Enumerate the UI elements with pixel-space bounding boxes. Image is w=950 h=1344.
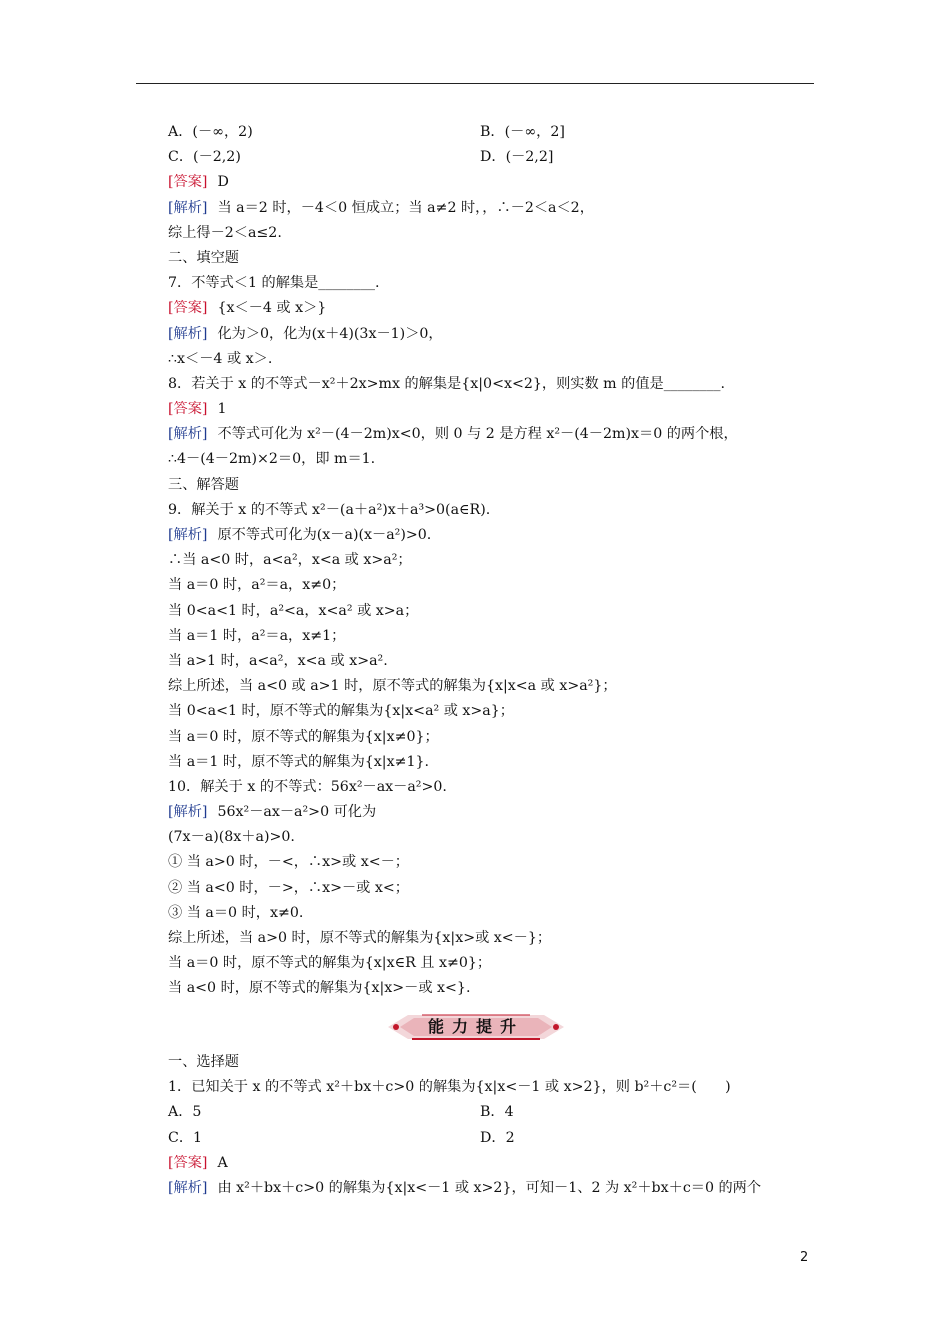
q9-line: 综上所述，当 a<0 或 a>1 时，原不等式的解集为{x|x<a 或 x>a²}； <box>168 678 617 695</box>
analysis-text: 化为＞0，化为(x＋4)(3x－1)＞0， <box>217 325 443 342</box>
q6-analysis <box>168 196 828 221</box>
analysis-tag: [解析] <box>168 527 208 543</box>
section-banner <box>388 1012 564 1042</box>
analysis-tag: [解析] <box>168 1179 208 1196</box>
option-b: B．(－∞，2] <box>480 124 565 140</box>
q10-line: 综上所述，当 a>0 时，原不等式的解集为{x|x>或 x<－}； <box>168 930 552 946</box>
q6-analysis-line-2: 综上得－2＜a≤2. <box>168 224 282 241</box>
answer-tag: [答案] <box>168 401 208 418</box>
analysis-tag: [解析] <box>168 325 208 342</box>
option-a: A．(－∞，2) <box>168 124 253 140</box>
page-content <box>168 120 828 1002</box>
q10-line: (7x－a)(8x＋a)>0. <box>168 829 295 846</box>
answer-tag: [答案] <box>168 174 208 191</box>
option-d: D．2 <box>480 1129 515 1146</box>
q6-answer <box>168 170 828 195</box>
q10-line: ③ 当 a＝0 时，x≠0. <box>168 904 304 921</box>
analysis-text: 不等式可化为 x²－(4－2m)x<0，则 0 与 2 是方程 x²－(4－2m)x＝0 的两个根， <box>217 426 738 443</box>
q8-analysis <box>168 422 828 447</box>
q7-question: 7．不等式＜1 的解集是________. <box>168 275 380 292</box>
p1-analysis <box>168 1176 828 1201</box>
q10-line: ① 当 a>0 时，－<，∴x>或 x<－； <box>168 854 409 871</box>
p1-question: 1．已知关于 x 的不等式 x²＋bx＋c>0 的解集为{x|x<－1 或 x>2}，则 b²＋c²＝( ) <box>168 1079 731 1096</box>
section-heading-fill: 二、填空题 <box>168 249 239 266</box>
page-number: 2 <box>800 1250 809 1265</box>
analysis-tag: [解析] <box>168 804 208 821</box>
section-heading-solve: 三、解答题 <box>168 476 239 493</box>
p1-options-row-2 <box>168 1126 828 1151</box>
section-heading-choice: 一、选择题 <box>168 1054 239 1070</box>
header-rule <box>136 83 814 84</box>
q6-options-row-2 <box>168 145 828 170</box>
q9-line: 当 a＝1 时，a²＝a，x≠1； <box>168 627 346 644</box>
analysis-text: 当 a＝2 时，－4＜0 恒成立；当 a≠2 时，，∴－2＜a＜2， <box>217 199 594 216</box>
q9-line: 当 a>1 时，a<a²，x<a 或 x>a². <box>168 652 388 669</box>
q7-analysis <box>168 322 828 347</box>
q10-line: 当 a＝0 时，原不等式的解集为{x|x∈R 且 x≠0}； <box>168 955 492 972</box>
analysis-tag: [解析] <box>168 426 208 443</box>
q8-question: 8．若关于 x 的不等式－x²＋2x>mx 的解集是{x|0<x<2}，则实数 m 的值是________. <box>168 375 725 392</box>
q9-line: 当 a＝0 时，原不等式的解集为{x|x≠0}； <box>168 728 439 745</box>
analysis-text: 原不等式可化为(x－a)(x－a²)>0. <box>217 527 432 543</box>
page-content-lower <box>168 1050 828 1201</box>
q9-line: 当 a＝1 时，原不等式的解集为{x|x≠1}. <box>168 753 430 770</box>
q10-question: 10．解关于 x 的不等式：56x²－ax－a²>0. <box>168 778 447 795</box>
q8-analysis-line-2: ∴4－(4－2m)×2＝0，即 m＝1. <box>168 451 376 468</box>
answer-tag: [答案] <box>168 1154 208 1171</box>
q9-question: 9．解关于 x 的不等式 x²－(a＋a²)x＋a³>0(a∈R). <box>168 501 491 518</box>
option-a: A．5 <box>168 1104 202 1121</box>
option-d: D．(－2,2] <box>480 149 554 166</box>
q8-answer <box>168 397 828 422</box>
answer-tag: [答案] <box>168 300 208 317</box>
answer-text: {x＜－4 或 x＞} <box>217 300 327 317</box>
option-c: C．(－2,2) <box>168 149 241 166</box>
q10-line: ② 当 a<0 时，－>，∴x>－或 x<； <box>168 879 409 896</box>
analysis-text: 由 x²＋bx＋c>0 的解集为{x|x<－1 或 x>2}，可知－1、2 为 x²＋bx＋c＝0 的两个 <box>217 1179 762 1196</box>
q10-analysis <box>168 800 828 825</box>
answer-text: D <box>217 174 229 191</box>
q9-analysis <box>168 523 828 548</box>
q6-options-row-1 <box>168 120 828 145</box>
option-b: B．4 <box>480 1104 514 1121</box>
option-c: C．1 <box>168 1129 203 1146</box>
q10-line: 当 a<0 时，原不等式的解集为{x|x>－或 x<}. <box>168 980 471 997</box>
q9-line: 当 0<a<1 时，a²<a，x<a² 或 x>a； <box>168 602 419 619</box>
analysis-tag: [解析] <box>168 199 208 216</box>
p1-options-row-1 <box>168 1100 828 1125</box>
q9-line: 当 a＝0 时，a²＝a，x≠0； <box>168 577 346 594</box>
answer-text: 1 <box>217 401 227 418</box>
q9-line: ∴当 a<0 时，a<a²，x<a 或 x>a²； <box>168 552 412 569</box>
q7-analysis-line-2: ∴x＜－4 或 x＞. <box>168 350 273 367</box>
analysis-text: 56x²－ax－a²>0 可化为 <box>217 804 377 821</box>
p1-answer <box>168 1151 828 1176</box>
banner-title: 能力提升 <box>427 1017 524 1036</box>
q7-answer <box>168 296 828 321</box>
answer-text: A <box>217 1154 228 1171</box>
q9-line: 当 0<a<1 时，原不等式的解集为{x|x<a² 或 x>a}； <box>168 703 514 720</box>
